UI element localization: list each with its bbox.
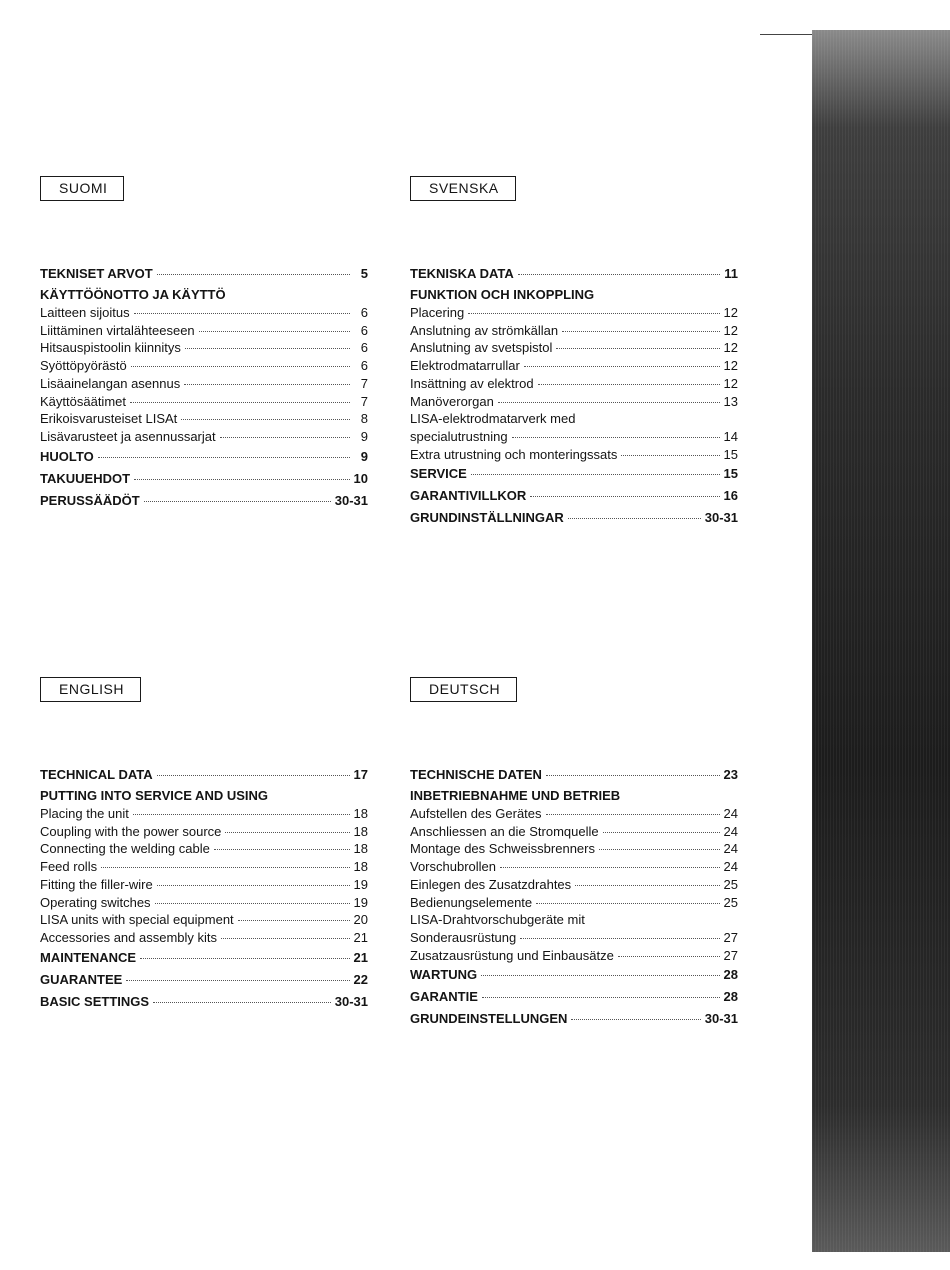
toc-entry-title: TAKUUEHDOT — [40, 470, 131, 486]
toc-entry — [410, 876, 738, 894]
dot-leader — [471, 474, 720, 475]
toc-entry-page: 21 — [353, 929, 368, 945]
toc-entry — [40, 428, 368, 446]
dot-leader — [536, 903, 719, 904]
toc-entry — [40, 805, 368, 823]
toc-entry-page: 24 — [723, 859, 738, 875]
toc-entry-page: 11 — [724, 266, 738, 281]
toc-entry — [40, 786, 368, 805]
toc-entry-page: 21 — [353, 949, 368, 965]
toc-entry — [410, 428, 738, 446]
toc-entry-page: 19 — [353, 876, 368, 892]
dot-leader — [518, 274, 720, 275]
toc-entry-title: Laitteen sijoitus — [40, 305, 130, 320]
toc-entry-title: Manöverorgan — [410, 393, 494, 409]
toc-entry — [40, 876, 368, 894]
toc-entry-page: 8 — [360, 411, 368, 427]
toc-entry-title: Lisäainelangan asennus — [40, 375, 181, 391]
toc-entry-title: FUNKTION OCH INKOPPLING — [410, 287, 595, 302]
toc-entry-title: TEKNISET ARVOT — [40, 266, 153, 281]
toc-entry-page: 6 — [360, 340, 368, 356]
toc-entry — [410, 805, 738, 823]
toc-entry-page: 17 — [353, 767, 368, 782]
toc-entry-page: 9 — [360, 428, 368, 444]
toc-entry-title: Erikoisvarusteiset LISAt — [40, 411, 178, 427]
toc-entry — [40, 490, 368, 512]
toc-list — [410, 764, 738, 1030]
toc-entry — [40, 840, 368, 858]
toc-entry-page: 6 — [360, 322, 368, 338]
toc-entry-page: 6 — [360, 305, 368, 320]
toc-entry — [410, 304, 738, 322]
toc-entry-title: Lisävarusteet ja asennussarjat — [40, 428, 216, 444]
dot-leader — [562, 331, 719, 332]
toc-entry-page: 12 — [723, 375, 738, 391]
toc-entry — [40, 947, 368, 969]
toc-entry-title: Extra utrustning och monteringssats — [410, 446, 618, 462]
toc-entry — [40, 446, 368, 468]
toc-entry-page: 28 — [723, 967, 738, 983]
dot-leader — [520, 938, 719, 939]
dot-leader — [498, 402, 720, 403]
toc-entry-page: 7 — [360, 393, 368, 409]
toc-entry — [40, 393, 368, 411]
toc-entry-title: Syöttöpyörästö — [40, 358, 127, 374]
toc-entry-page: 9 — [360, 448, 368, 464]
toc-entry — [410, 911, 738, 929]
dot-leader — [199, 331, 350, 332]
toc-entry — [40, 823, 368, 841]
dot-leader — [144, 501, 331, 502]
dot-leader — [130, 402, 350, 403]
toc-entry — [40, 322, 368, 340]
toc-entry — [410, 894, 738, 912]
dot-leader — [184, 384, 350, 385]
toc-entry-page: 25 — [723, 894, 738, 910]
dot-leader — [134, 313, 350, 314]
toc-entry-title: GARANTIE — [410, 989, 478, 1005]
toc-list — [40, 263, 368, 512]
dot-leader — [571, 1019, 700, 1020]
dot-leader — [603, 832, 720, 833]
toc-entry-page: 20 — [353, 912, 368, 928]
toc-entry — [40, 285, 368, 304]
toc-entry-title: Käyttösäätimet — [40, 393, 126, 409]
toc-entry-page: 30-31 — [334, 492, 368, 508]
toc-entry-title: PUTTING INTO SERVICE AND USING — [40, 788, 269, 803]
toc-entry — [410, 986, 738, 1008]
toc-entry — [40, 357, 368, 375]
dot-leader — [181, 419, 350, 420]
toc-entry — [40, 764, 368, 786]
toc-entry — [40, 263, 368, 285]
dot-leader — [556, 348, 719, 349]
dot-leader — [98, 457, 350, 458]
toc-entry — [40, 339, 368, 357]
toc-entry-title: TECHNICAL DATA — [40, 767, 153, 782]
toc-entry-page: 18 — [353, 806, 368, 821]
toc-entry-title: MAINTENANCE — [40, 949, 137, 965]
toc-entry-title: LISA units with special equipment — [40, 912, 234, 928]
dot-leader — [468, 313, 719, 314]
toc-entry-title: LISA-Drahtvorschubgeräte mit — [410, 912, 585, 928]
dot-leader — [524, 366, 720, 367]
dot-leader — [157, 274, 350, 275]
toc-entry-page: 24 — [723, 823, 738, 839]
toc-entry-title: Aufstellen des Gerätes — [410, 806, 542, 821]
dot-leader — [155, 903, 350, 904]
toc-entry-page: 30-31 — [334, 993, 368, 1009]
dot-leader — [500, 867, 720, 868]
toc-section-deutsch — [410, 677, 738, 1030]
toc-entry — [410, 964, 738, 986]
dot-leader — [599, 849, 720, 850]
language-heading: DEUTSCH — [410, 677, 517, 702]
dot-leader — [185, 348, 350, 349]
toc-entry-title: INBETRIEBNAHME UND BETRIEB — [410, 788, 621, 803]
dot-leader — [101, 867, 349, 868]
toc-entry-title: GUARANTEE — [40, 971, 123, 987]
toc-entry-title: Einlegen des Zusatzdrahtes — [410, 876, 572, 892]
toc-entry — [410, 764, 738, 786]
toc-entry — [410, 507, 738, 529]
toc-entry-title: Placering — [410, 305, 465, 320]
toc-entry — [40, 991, 368, 1013]
dot-leader — [214, 849, 350, 850]
toc-entry-page: 19 — [353, 894, 368, 910]
toc-entry — [410, 1008, 738, 1030]
toc-entry-page: 12 — [723, 305, 738, 320]
toc-entry-title: Anslutning av strömkällan — [410, 322, 559, 338]
dot-leader — [225, 832, 349, 833]
dot-leader — [221, 938, 350, 939]
toc-entry-title: KÄYTTÖÖNOTTO JA KÄYTTÖ — [40, 287, 226, 302]
toc-entry-page: 24 — [723, 841, 738, 857]
toc-entry-title: GRUNDEINSTELLUNGEN — [410, 1011, 568, 1027]
toc-entry-page: 13 — [723, 393, 738, 409]
dot-leader — [546, 775, 720, 776]
toc-entry — [410, 339, 738, 357]
toc-entry — [40, 894, 368, 912]
dot-leader — [512, 437, 720, 438]
toc-entry-title: specialutrustning — [410, 428, 508, 444]
toc-entry-page: 15 — [723, 466, 738, 482]
dot-leader — [538, 384, 720, 385]
toc-entry-title: Coupling with the power source — [40, 823, 222, 839]
toc-entry-page: 28 — [723, 989, 738, 1005]
toc-entry — [410, 393, 738, 411]
toc-list — [40, 764, 368, 1013]
toc-entry — [40, 468, 368, 490]
toc-entry — [40, 929, 368, 947]
toc-list — [410, 263, 738, 529]
toc-entry-title: BASIC SETTINGS — [40, 993, 150, 1009]
toc-entry-title: Montage des Schweissbrenners — [410, 841, 595, 857]
toc-entry-title: SERVICE — [410, 466, 467, 482]
dot-leader — [131, 366, 350, 367]
toc-entry — [410, 858, 738, 876]
toc-entry-page: 18 — [353, 841, 368, 857]
toc-entry-title: LISA-elektrodmatarverk med — [410, 411, 576, 427]
language-heading: SUOMI — [40, 176, 124, 201]
toc-entry — [410, 375, 738, 393]
toc-entry-page: 22 — [353, 971, 368, 987]
toc-entry-title: Vorschubrollen — [410, 859, 496, 875]
toc-entry — [410, 485, 738, 507]
scanned-page-edge — [812, 30, 950, 1252]
toc-entry — [410, 786, 738, 805]
toc-entry-page: 12 — [723, 358, 738, 374]
dot-leader — [157, 885, 350, 886]
toc-entry-title: Hitsauspistoolin kiinnitys — [40, 340, 181, 356]
language-heading: ENGLISH — [40, 677, 141, 702]
dot-leader — [126, 980, 349, 981]
toc-entry-title: HUOLTO — [40, 448, 94, 464]
dot-leader — [220, 437, 350, 438]
toc-entry — [410, 929, 738, 947]
toc-entry — [40, 410, 368, 428]
toc-section-english — [40, 677, 368, 1013]
dot-leader — [575, 885, 719, 886]
dot-leader — [133, 814, 350, 815]
toc-entry-title: Operating switches — [40, 894, 151, 910]
toc-entry-title: Anslutning av svetspistol — [410, 340, 553, 356]
toc-entry — [410, 322, 738, 340]
toc-entry — [410, 823, 738, 841]
toc-entry-title: PERUSSÄÄDÖT — [40, 492, 140, 508]
toc-entry — [410, 947, 738, 965]
toc-entry — [410, 446, 738, 464]
toc-entry-page: 14 — [723, 428, 738, 444]
dot-leader — [621, 455, 719, 456]
toc-entry — [410, 463, 738, 485]
toc-entry-title: Placing the unit — [40, 806, 129, 821]
toc-entry-page: 12 — [723, 322, 738, 338]
toc-entry-page: 27 — [723, 947, 738, 963]
toc-entry-title: Feed rolls — [40, 859, 98, 875]
toc-entry-title: Insättning av elektrod — [410, 375, 534, 391]
toc-entry-title: WARTUNG — [410, 967, 478, 983]
toc-entry-title: TECHNISCHE DATEN — [410, 767, 542, 782]
toc-entry-page: 30-31 — [704, 1011, 738, 1027]
toc-entry — [410, 840, 738, 858]
toc-entry-page: 15 — [723, 446, 738, 462]
toc-entry-title: GRUNDINSTÄLLNINGAR — [410, 510, 564, 526]
toc-entry-page: 10 — [353, 470, 368, 486]
dot-leader — [482, 997, 720, 998]
toc-entry-page: 27 — [723, 929, 738, 945]
toc-entry — [410, 285, 738, 304]
toc-entry-page: 30-31 — [704, 510, 738, 526]
dot-leader — [157, 775, 350, 776]
dot-leader — [153, 1002, 331, 1003]
dot-leader — [530, 496, 719, 497]
toc-entry — [40, 969, 368, 991]
toc-entry-title: Zusatzausrüstung und Einbausätze — [410, 947, 614, 963]
toc-entry-page: 7 — [360, 375, 368, 391]
toc-entry — [410, 357, 738, 375]
dot-leader — [546, 814, 720, 815]
toc-entry-page: 18 — [353, 859, 368, 875]
dot-leader — [481, 975, 719, 976]
toc-entry-title: Elektrodmatarrullar — [410, 358, 520, 374]
toc-section-svenska — [410, 176, 738, 529]
toc-entry-title: GARANTIVILLKOR — [410, 488, 527, 504]
toc-entry — [410, 263, 738, 285]
toc-entry-page: 24 — [723, 806, 738, 821]
toc-entry-page: 18 — [353, 823, 368, 839]
toc-entry-page: 12 — [723, 340, 738, 356]
toc-entry-title: Liittäminen virtalähteeseen — [40, 322, 195, 338]
toc-entry-page: 6 — [360, 358, 368, 374]
toc-entry-page: 23 — [723, 767, 738, 782]
toc-entry-page: 25 — [723, 876, 738, 892]
language-heading: SVENSKA — [410, 176, 516, 201]
toc-entry — [410, 410, 738, 428]
toc-entry-title: Fitting the filler-wire — [40, 876, 153, 892]
toc-entry — [40, 304, 368, 322]
dot-leader — [568, 518, 701, 519]
toc-entry — [40, 911, 368, 929]
toc-section-suomi — [40, 176, 368, 512]
toc-entry-title: Accessories and assembly kits — [40, 929, 218, 945]
toc-entry-page: 16 — [723, 488, 738, 504]
toc-entry-title: Connecting the welding cable — [40, 841, 210, 857]
toc-entry — [40, 375, 368, 393]
dot-leader — [134, 479, 350, 480]
dot-leader — [618, 956, 720, 957]
dot-leader — [140, 958, 349, 959]
toc-entry-title: TEKNISKA DATA — [410, 266, 514, 281]
toc-entry — [40, 858, 368, 876]
toc-entry-page: 5 — [360, 266, 368, 281]
toc-entry-title: Bedienungselemente — [410, 894, 533, 910]
toc-entry-title: Sonderausrüstung — [410, 929, 517, 945]
toc-entry-title: Anschliessen an die Stromquelle — [410, 823, 599, 839]
dot-leader — [238, 920, 350, 921]
